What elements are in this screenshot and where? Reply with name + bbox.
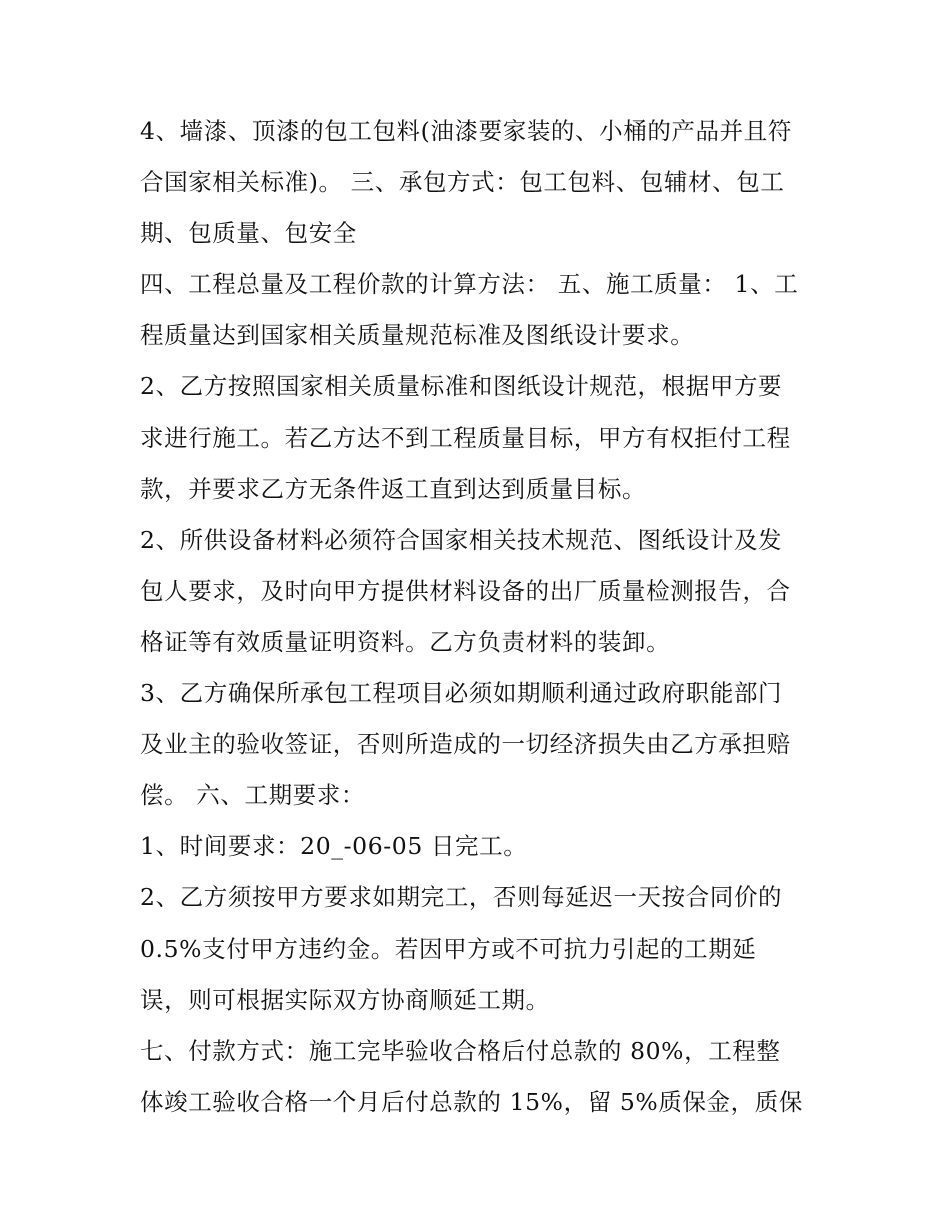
text-line: 2、乙方须按甲方要求如期完工，否则每延迟一天按合同价的 bbox=[140, 883, 783, 912]
text-line: 格证等有效质量证明资料。乙方负责材料的装卸。 bbox=[140, 627, 671, 656]
text-line: 误，则可根据实际双方协商顺延工期。 bbox=[140, 985, 550, 1014]
text-line: 2、所供设备材料必须符合国家相关技术规范、图纸设计及发 bbox=[140, 525, 783, 554]
text-line: 3、乙方确保所承包工程项目必须如期顺利通过政府职能部门 bbox=[140, 679, 783, 708]
text-line: 款，并要求乙方无条件返工直到达到质量目标。 bbox=[140, 474, 647, 503]
text-line: 及业主的验收签证，否则所造成的一切经济损失由乙方承担赔 bbox=[140, 730, 791, 759]
text-line: 0.5%支付甲方违约金。若因甲方或不可抗力引起的工期延 bbox=[140, 934, 757, 963]
text-line: 包人要求，及时向甲方提供材料设备的出厂质量检测报告，合 bbox=[140, 576, 791, 605]
text-line: 四、工程总量及工程价款的计算方法： 五、施工质量： 1、工 bbox=[140, 270, 799, 299]
text-line: 4、墙漆、顶漆的包工包料(油漆要家装的、小桶的产品并且符 bbox=[140, 117, 792, 145]
text-line: 偿。 六、工期要求： bbox=[140, 781, 365, 810]
document-body bbox=[140, 106, 830, 1128]
text-line: 1、时间要求：20_-06-05 日完工。 bbox=[140, 832, 528, 861]
text-line: 程质量达到国家相关质量规范标准及图纸设计要求。 bbox=[140, 321, 695, 350]
text-line: 合国家相关标准)。 三、承包方式：包工包料、包辅材、包工 bbox=[140, 168, 785, 197]
text-line: 求进行施工。若乙方达不到工程质量目标，甲方有权拒付工程 bbox=[140, 423, 791, 452]
text-line: 期、包质量、包安全 bbox=[140, 219, 357, 248]
text-line: 2、乙方按照国家相关质量标准和图纸设计规范，根据甲方要 bbox=[140, 372, 783, 401]
text-line: 七、付款方式：施工完毕验收合格后付总款的 80%，工程整 bbox=[140, 1036, 781, 1065]
text-line: 体竣工验收合格一个月后付总款的 15%，留 5%质保金，质保 bbox=[140, 1087, 803, 1116]
